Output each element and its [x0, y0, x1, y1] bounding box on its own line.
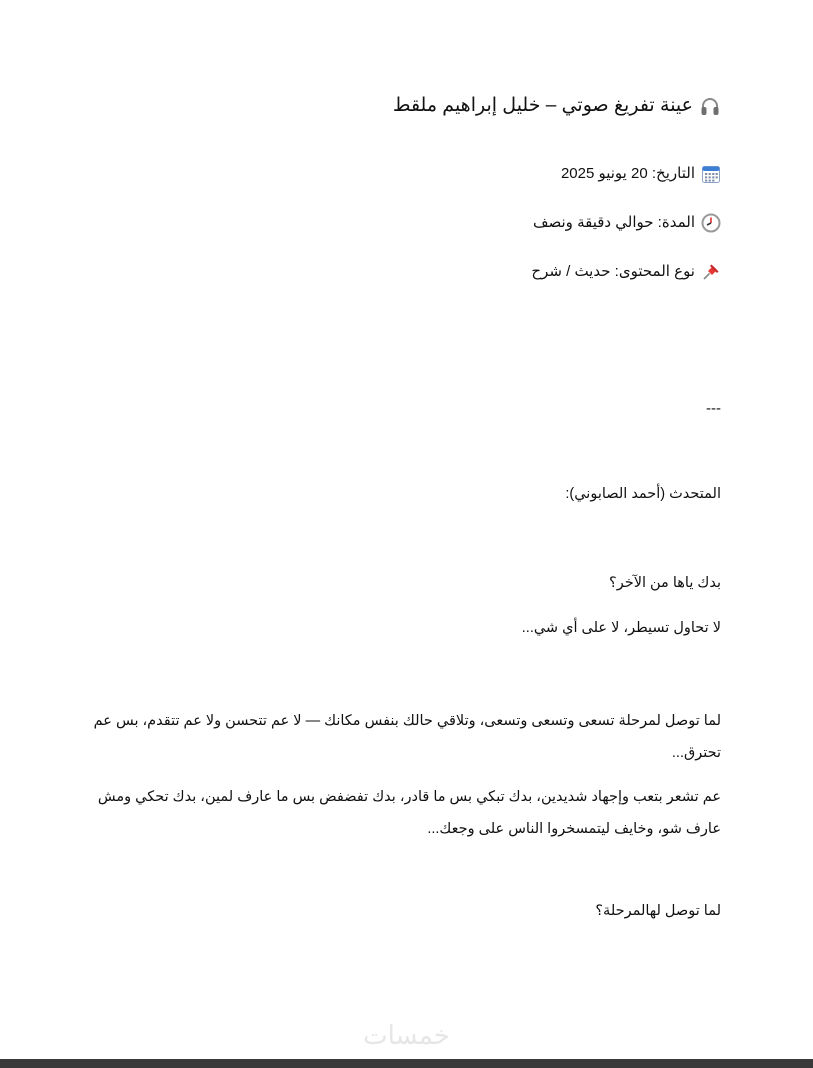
content-type-text: نوع المحتوى: حديث / شرح	[531, 263, 695, 280]
duration-text: المدة: حوالي دقيقة ونصف	[532, 214, 695, 231]
meta-content-type	[92, 262, 721, 282]
separator: ---	[706, 400, 721, 417]
meta-date	[92, 164, 721, 184]
transcript-line-3: لما توصل لهالمرحلة؟	[595, 903, 721, 919]
clock-icon	[701, 213, 721, 233]
pushpin-icon	[701, 262, 721, 282]
headphones-icon	[699, 95, 721, 117]
calendar-icon	[701, 164, 721, 184]
transcript-paragraph-2: عم تشعر بتعب وإجهاد شديدين، بدك تبكي بس ما قادر، بدك تفضفض بس ما عارف لمين، بدك تحكي ومش عارف شو، وخايف ليتمسخروا الناس على وجعك...	[97, 789, 721, 837]
speaker-label: المتحدث (أحمد الصابوني):	[565, 486, 721, 502]
date-text: التاريخ: 20 يونيو 2025	[560, 165, 695, 182]
meta-duration	[92, 213, 721, 233]
document-title	[92, 94, 721, 117]
title-text: عينة تفريغ صوتي – خليل إبراهيم ملقط	[392, 95, 693, 116]
transcript-line-2: لا تحاول تسيطر، لا على أي شي...	[521, 620, 721, 636]
watermark-logo: خمسات	[363, 1020, 450, 1050]
transcript-line-1: بدك ياها من الآخر؟	[609, 575, 721, 591]
transcript-paragraph-1: لما توصل لمرحلة تسعى وتسعى وتسعى، وتلاقي حالك بنفس مكانك — لا عم تتحسن ولا عم تتقدم، بس عم تحترق...	[93, 713, 721, 761]
bottom-bar	[0, 1059, 813, 1068]
